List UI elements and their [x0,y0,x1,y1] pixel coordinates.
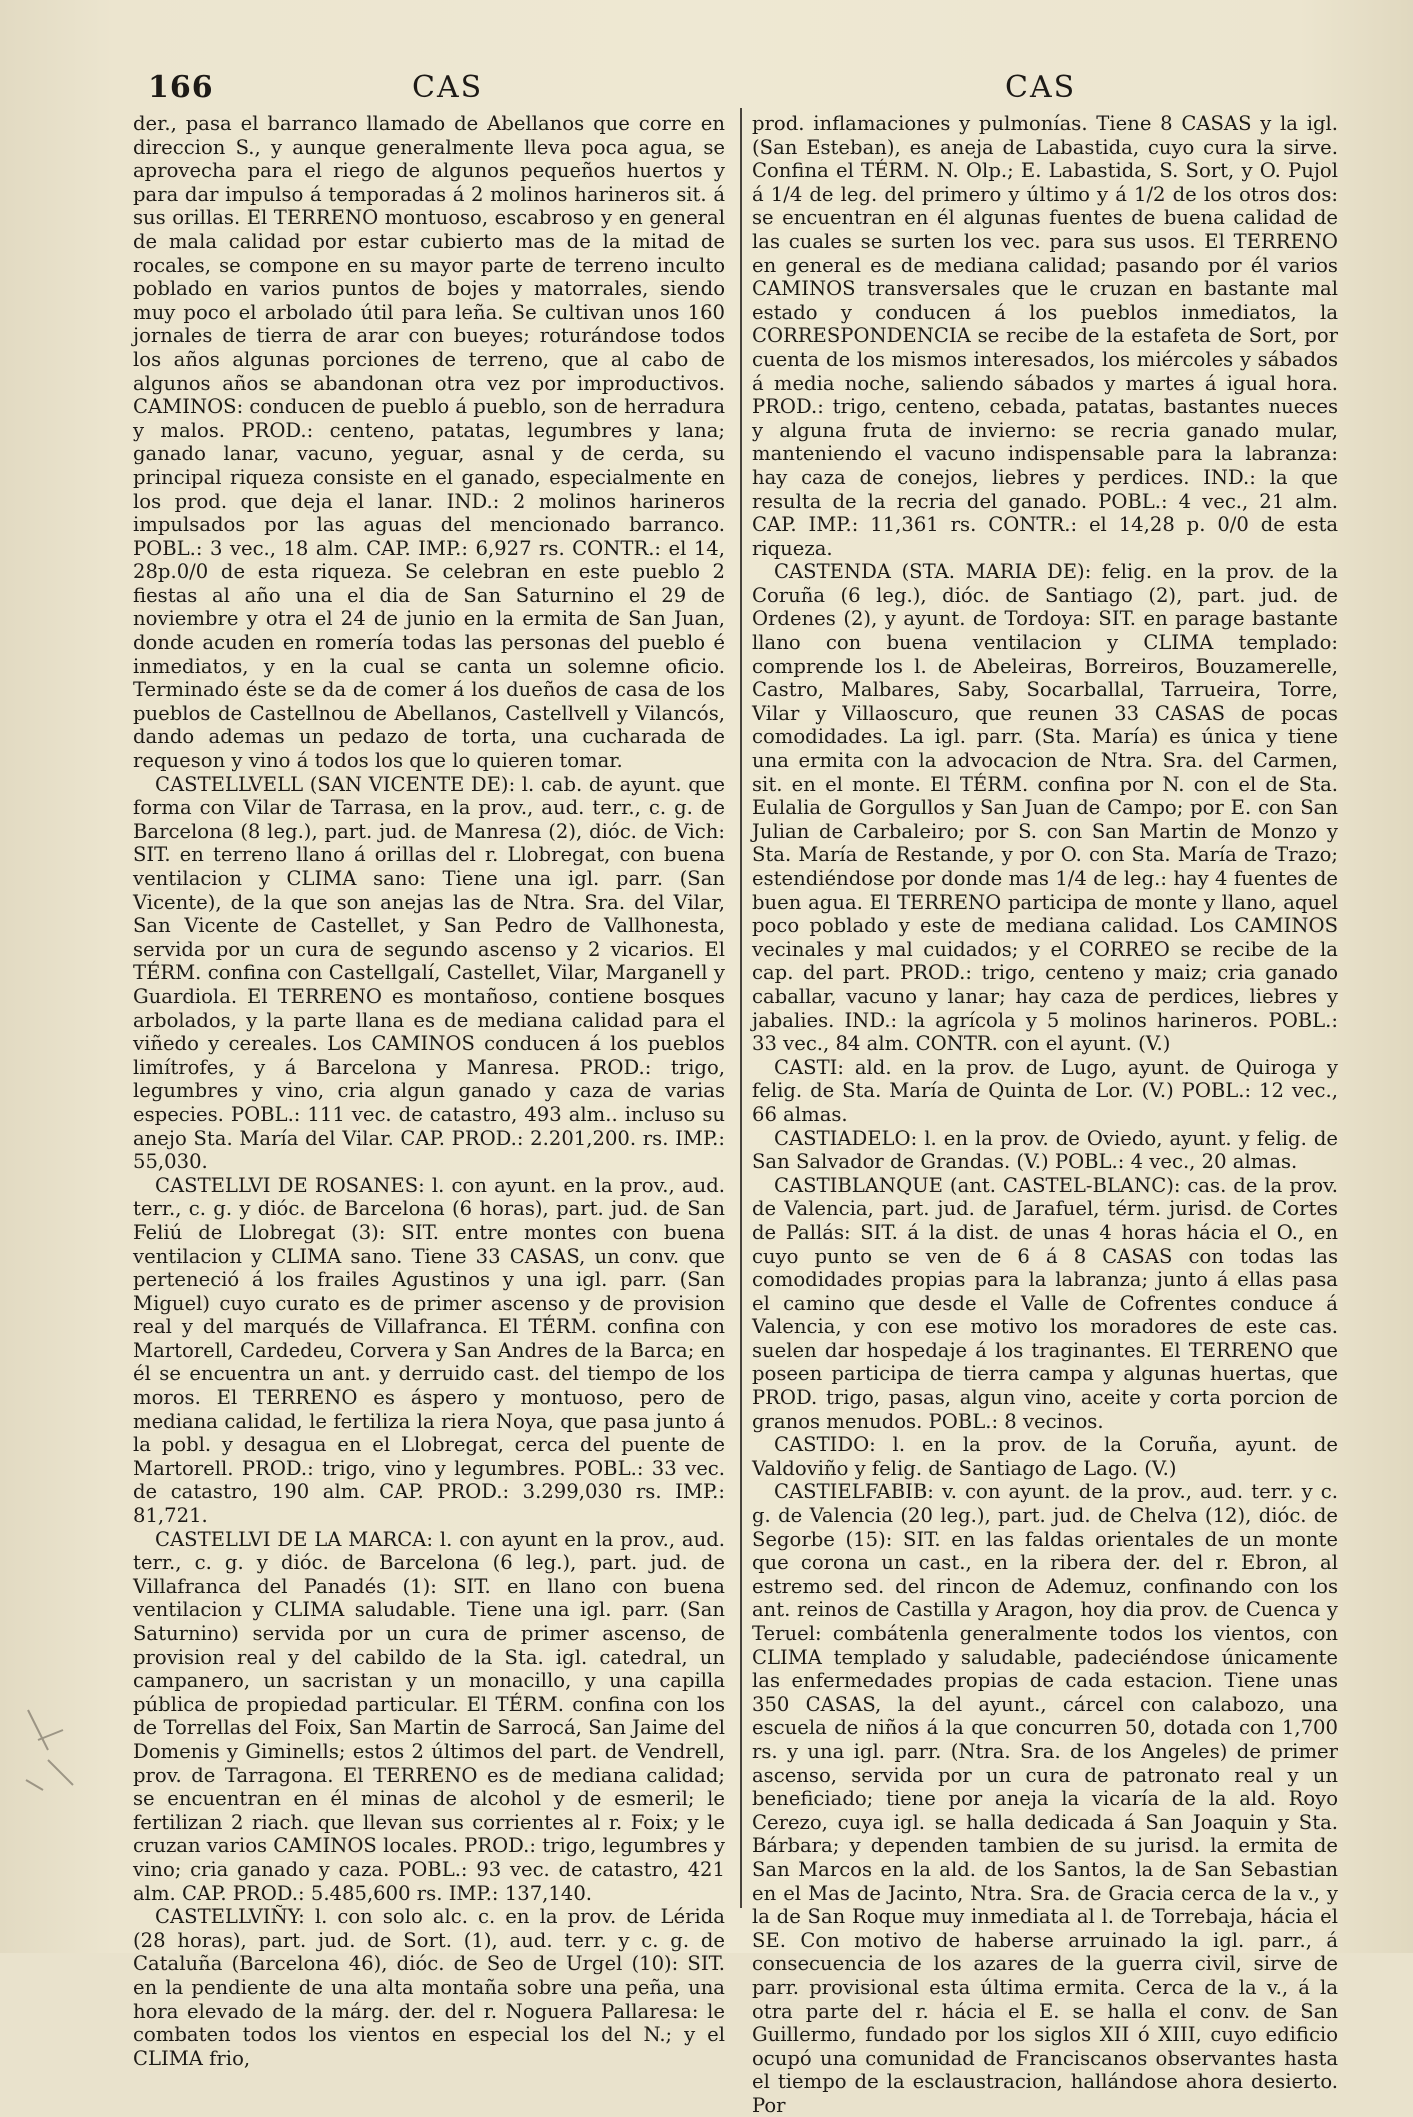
left-column [133,112,726,2070]
entry-castellvell: CASTELLVELL (SAN VICENTE DE): l. cab. de ayunt. que forma con Vilar de Tarrasa, en la prov., aud. terr., c. g. de Barcelona (8 leg.), part. jud. de Manresa (2), dióc. de Vich: SIT. en terreno llano á orillas del r. Llobregat, con buena ventilacion y CLIMA sano: Tiene una igl. parr. (San Vicente), de la que son anejas las de Ntra. Sra. del Vilar, San Vicente de Castellet, y San Pedro de Vallhonesta, servida por un cura de segundo ascenso y 2 vicarios. El TÉRM. confina con Castellgalí, Castellet, Vilar, Marganell y Guardiola. El TERRENO es montañoso, contiene bosques arbolados, y la parte llana es de mediana calidad para el viñedo y cereales. Los CAMINOS conducen á los pueblos limítrofes, y á Barcelona y Manresa. PROD.: trigo, legumbres y vino, cria algun ganado y caza de varias especies. POBL.: 111 vec. de catastro, 493 alm.. incluso su anejo Sta. María del Vilar. CAP. PROD.: 2.201,200. rs. IMP.: 55,030. [133,772,725,1174]
entry-castido: CASTIDO: l. en la prov. de la Coruña, ayunt. de Valdoviño y felig. de Santiago de Lago. (V.) [752,1433,1338,1480]
running-header [0,70,1413,110]
continued-entry-text: prod. inflamaciones y pulmonías. Tiene 8 CASAS y la igl. (San Esteban), es aneja de Labastida, cuyo cura la sirve. Confina el TÉRM. N. Olp.; E. Labastida, S. Sort, y O. Pujol á 1/4 de leg. del primero y último y á 1/2 de los otros dos: se encuentran en él algunas fuentes de buena calidad de las cuales se surten los vec. para sus usos. El TERRENO en general es de mediana calidad; pasando por él varios CAMINOS transversales que le cruzan en bastante mal estado y conducen á los pueblos inmediatos, la CORRESPONDENCIA se recibe de la estafeta de Sort, por cuenta de los mismos interesados, los miércoles y sábados á media noche, saliendo sábados y martes á igual hora. PROD.: trigo, centeno, cebada, patatas, bastantes nueces y alguna fruta de invierno: se recria ganado mular, manteniendo el vacuno indispensable para la labranza: hay caza de conejos, liebres y perdices. IND.: la que resulta de la recria del ganado. POBL.: 4 vec., 21 alm. CAP. IMP.: 11,361 rs. CONTR.: el 14,28 p. 0/0 de esta riqueza. [752,112,1338,560]
column-divider [740,108,742,1908]
entry-castiadelo: CASTIADELO: l. en la prov. de Oviedo, ayunt. y felig. de San Salvador de Grandas. (V.) POBL.: 4 vec., 20 almas. [752,1126,1338,1174]
entry-castellvi-de-rosanes: CASTELLVI DE ROSANES: l. con ayunt. en la prov., aud. terr., c. g. y dióc. de Barcelona (6 horas), part. jud. de San Feliú de Llobregat (3): SIT. entre montes con buena ventilacion y CLIMA sano. Tiene 33 CASAS, un conv. que perteneció á los frailes Agustinos y una igl. parr. (San Miguel) cuyo curato es de primer ascenso y de provision real y del marqués de Villafranca. El TÉRM. confina con Martorell, Cardedeu, Corvera y San Andres de la Barca; en él se encuentra un ant. y derruido cast. del tiempo de los moros. El TERRENO es áspero y montuoso, pero de mediana calidad, le fertiliza la riera Noya, que pasa junto á la pobl. y desagua en el Llobregat, cerca del puente de Martorell. PROD.: trigo, vino y legumbres. POBL.: 33 vec. de catastro, 190 alm. CAP. PROD.: 3.299,030 rs. IMP.: 81,721. [133,1173,725,1528]
entry-castellvi-de-la-marca: CASTELLVI DE LA MARCA: l. con ayunt en la prov., aud. terr., c. g. y dióc. de Barcelona (6 leg.), part. jud. de Villafranca del Panadés (1): SIT. en llano con buena ventilacion y CLIMA saludable. Tiene una igl. parr. (San Saturnino) servida por un cura de primer ascenso, de provision real y del cabildo de la Sta. igl. catedral, un campanero, un sacristan y un monacillo, y una capilla pública de propiedad particular. El TÉRM. confina con los de Torrellas del Foix, San Martin de Sarrocá, San Jaime del Domenis y Giminells; estos 2 últimos del part. de Vendrell, prov. de Tarragona. El TERRENO es de mediana calidad; se encuentran en él minas de alcohol y de esmeril; le fertilizan 2 riach. que llevan sus corrientes al r. Foix; y le cruzan varios CAMINOS locales. PROD.: trigo, legumbres y vino; cria ganado y caza. POBL.: 93 vec. de catastro, 421 alm. CAP. PROD.: 5.485,600 rs. IMP.: 137,140. [133,1527,726,1905]
right-running-head: CAS [1005,70,1077,105]
entry-casti: CASTI: ald. en la prov. de Lugo, ayunt. de Quiroga y felig. de Sta. María de Quinta de Lor. (V.) POBL.: 12 vec., 66 almas. [752,1055,1338,1126]
continued-entry-text: der., pasa el barranco llamado de Abellanos que corre en direccion S., y aunque generalmente lleva poca agua, se aprovecha para el riego de algunos pequeños huertos y para dar impulso á temporadas á 2 molinos harineros sit. á sus orillas. El TERRENO montuoso, escabroso y en general de mala calidad por estar cubierto mas de la mitad de rocales, se compone en su mayor parte de terreno inculto poblado en varios puntos de bojes y matorrales, siendo muy poco el arbolado útil para leña. Se cultivan unos 160 jornales de tierra de arar con bueyes; roturándose todos los años algunas porciones de terreno, que al cabo de algunos años se abandonan otra vez por improductivos. CAMINOS: conducen de pueblo á pueblo, son de herradura y malos. PROD.: centeno, patatas, legumbres y lana; ganado lanar, vacuno, yeguar, asnal y de cerda, su principal riqueza consiste en el ganado, especialmente en los prod. que deja el lanar. IND.: 2 molinos harineros impulsados por las aguas del mencionado barranco. POBL.: 3 vec., 18 alm. CAP. IMP.: 6,927 rs. CONTR.: el 14, 28p.0/0 de esta riqueza. Se celebran en este pueblo 2 fiestas al año una el dia de San Saturnino el 29 de noviembre y otra el 24 de junio en la ermita de San Juan, donde acuden en romería todas las personas del pueblo é inmediatos, y en la cual se canta un solemne oficio. Terminado éste se da de comer á los dueños de casa de los pueblos de Castellnou de Abellanos, Castellvell y Vilancós, dando ademas un pedazo de torta, una cucharada de requeson y vino á todos los que lo quieren tomar. [133,112,725,773]
left-running-head: CAS [412,70,484,105]
entry-castenda: CASTENDA (STA. MARIA DE): felig. en la prov. de la Coruña (6 leg.), dióc. de Santiago (2), part. jud. de Ordenes (2), y ayunt. de Tordoya: SIT. en parage bastante llano con buena ventilacion y CLIMA templado: comprende los l. de Abeleiras, Borreiros, Bouzamerelle, Castro, Malbares, Saby, Socarballal, Tarrueira, Torre, Vilar y Villaoscuro, que reunen 33 CASAS de pocas comodidades. La igl. parr. (Sta. María) es única y tiene una ermita con la advocacion de Ntra. Sra. del Carmen, sit. en el monte. El TÉRM. confina por N. con el de Sta. Eulalia de Gorgullos y San Juan de Campo; por E. con San Julian de Carbaleiro; por S. con San Martin de Monzo y Sta. María de Restande, y por O. con Sta. María de Trazo; estendiéndose por donde mas 1/4 de leg.: hay 4 fuentes de buen agua. El TERRENO participa de monte y llano, aquel poco poblado y este de mediana calidad. Los CAMINOS vecinales y mal cuidados; y el CORREO se recibe de la cap. del part. PROD.: trigo, centeno y maiz; cria ganado caballar, vacuno y lanar; hay caza de perdices, liebres y jabalies. IND.: la agrícola y 5 molinos harineros. POBL.: 33 vec., 84 alm. CONTR. con el ayunt. (V.) [752,560,1338,1056]
page-number: 166 [148,70,214,105]
margin-pencil-mark [18,1690,88,1800]
entry-castiblanque: CASTIBLANQUE (ant. CASTEL-BLANC): cas. de la prov. de Valencia, part. jud. de Jarafuel, térm. jurisd. de Cortes de Pallás: SIT. á la dist. de unas 4 horas hácia el O., en cuyo punto se ven de 6 á 8 CASAS con todas las comodidades propias para la labranza; junto á ellas pasa el camino que desde el Valle de Cofrentes conduce á Valencia, y con ese motivo los moradores de este cas. suelen dar hospedaje á los traginantes. El TERRENO que poseen participa de tierra campa y algunas huertas, que PROD. trigo, pasas, algun vino, aceite y corta porcion de granos menudos. POBL.: 8 vecinos. [752,1173,1338,1433]
entry-castellviny: CASTELLVIÑY: l. con solo alc. c. en la prov. de Lérida (28 horas), part. jud. de Sort. (1), aud. terr. y c. g. de Cataluña (Barcelona 46), dióc. de Seo de Urgel (10): SIT. en la pendiente de una alta montaña sobre una peña, una hora elevado de la márg. der. del r. Noguera Pallaresa: le combaten todos los vientos en especial los del N.; y el CLIMA frio, [133,1905,725,2070]
entry-castielfabib: CASTIELFABIB: v. con ayunt. de la prov., aud. terr. y c. g. de Valencia (20 leg.), part. jud. de Chelva (12), dióc. de Segorbe (15): SIT. en las faldas orientales de un monte que corona un cast., en la ribera der. del r. Ebron, al estremo sed. del rincon de Ademuz, confinando con los ant. reinos de Castilla y Aragon, hoy dia prov. de Cuenca y Teruel: combátenla generalmente todos los vientos, con CLIMA templado y saludable, padeciéndose únicamente las enfermedades propias de cada estacion. Tiene unas 350 CASAS, la del ayunt., cárcel con calabozo, una escuela de niños á la que concurren 50, dotada con 1,700 rs. y una igl. parr. (Ntra. Sra. de los Angeles) de primer ascenso, servida por un cura de patronato real y un beneficiado; tiene por aneja la vicaría de la ald. Royo Cerezo, cuya igl. se halla dedicada á San Joaquin y Sta. Bárbara; y dependen tambien de su jurisd. la ermita de San Marcos en la ald. de los Santos, la de San Sebastian en el Mas de Jacinto, Ntra. Sra. de Gracia cerca de la v., y la de San Roque muy inmediata al l. de Torrebaja, hácia el SE. Con motivo de haberse arruinado la igl. parr., á consecuencia de los azares de la guerra civil, sirve de parr. provisional esta última ermita. Cerca de la v., á la otra parte del r. hácia el E. se halla el conv. de San Guillermo, fundado por los siglos XII ó XIII, cuyo edificio ocupó una comunidad de Franciscanos observantes hasta el tiempo de la esclaustracion, hallándose ahora desierto. Por [752,1480,1338,2117]
right-column [752,112,1338,2117]
